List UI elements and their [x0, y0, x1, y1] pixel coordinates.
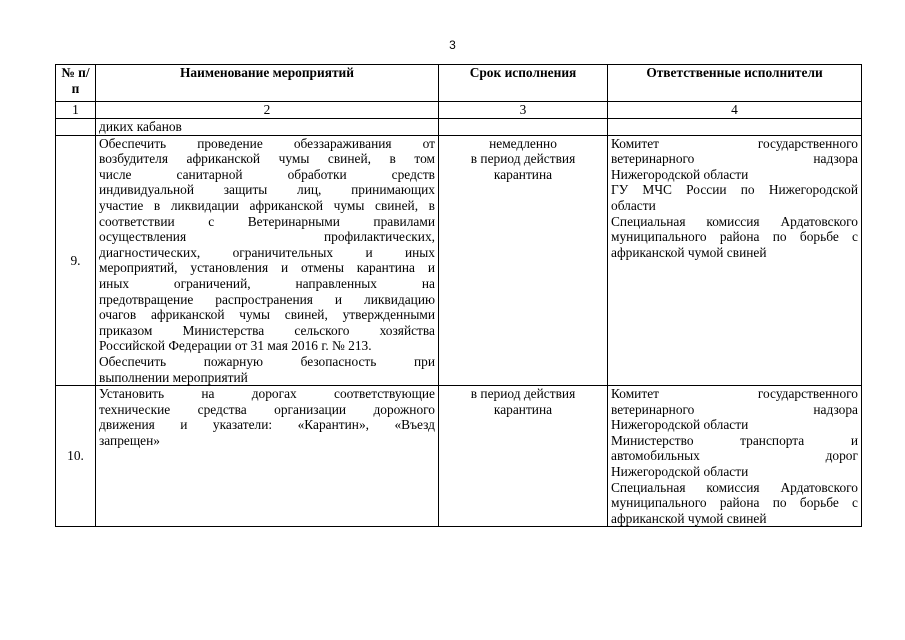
cell-line: муниципального района по борьбе с [611, 495, 858, 511]
cell-line: диагностических, ограничительных и иных [99, 244, 435, 260]
cell-line: африканской чумой свиней [611, 510, 767, 526]
cell-line: автомобильных дорог [611, 448, 858, 464]
continuation-row [56, 119, 862, 136]
cell-line: африканской чумой свиней [611, 244, 767, 260]
cell-line: немедленно [489, 135, 557, 151]
index-cell: 1 [56, 102, 96, 119]
cell-line: предотвращение распространения и ликвидацию [99, 291, 435, 307]
cell-line: Обеспечить пожарную безопасность при [99, 353, 435, 369]
cell-line: очагов африканской чумы свиней, утвержденными [99, 307, 435, 323]
measure-cell [96, 135, 439, 386]
cell-line: в период действия [470, 151, 576, 167]
cell-line: Обеспечить проведение обеззараживания от [99, 135, 435, 151]
cell-line: карантина [493, 166, 553, 182]
empty-cell [439, 119, 608, 136]
cell-line: числе санитарной обработки средств [99, 166, 435, 182]
cell-line: Министерство транспорта и [611, 432, 858, 448]
cell-line: осуществления профилактических, [99, 229, 435, 245]
cell-line: Специальная комиссия Ардатовского [611, 479, 858, 495]
cell-line: области [611, 197, 656, 213]
cell-line: запрещен» [99, 432, 160, 448]
measure-cell [96, 386, 439, 527]
cell-line: движения и указатели: «Карантин», «Въезд [99, 417, 435, 433]
header-term: Срок исполнения [439, 65, 608, 102]
empty-cell [56, 119, 96, 136]
header-num: № п/п [56, 65, 96, 102]
cell-line: технические средства организации дорожного [99, 401, 435, 417]
page-number: 3 [449, 38, 456, 52]
cell-line: Нижегородской области [611, 464, 749, 480]
index-cell: 4 [608, 102, 862, 119]
cell-line: участие в ликвидации африканской чумы свиней, в [99, 197, 435, 213]
cell-line: возбудителя африканской чумы свиней, в том [99, 151, 435, 167]
header-name: Наименование мероприятий [96, 65, 439, 102]
continuation-text: диких кабанов [96, 119, 439, 136]
index-cell: 2 [96, 102, 439, 119]
responsible-cell [608, 135, 862, 386]
row-number: 10. [56, 386, 96, 527]
cell-line: карантина [493, 401, 553, 417]
empty-cell [608, 119, 862, 136]
cell-line: ветеринарного надзора [611, 151, 858, 167]
cell-line: иных ограничений, направленных на [99, 275, 435, 291]
responsible-cell [608, 386, 862, 527]
cell-line: Нижегородской области [611, 417, 749, 433]
row-number: 9. [56, 135, 96, 386]
cell-line: Нижегородской области [611, 166, 749, 182]
cell-line: соответствии с Ветеринарными правилами [99, 213, 435, 229]
cell-line: ветеринарного надзора [611, 401, 858, 417]
header-responsible: Ответственные исполнители [608, 65, 862, 102]
cell-line: индивидуальной защиты лиц, принимающих [99, 182, 435, 198]
measures-table [55, 64, 862, 527]
cell-line: приказом Министерства сельского хозяйства [99, 322, 435, 338]
index-cell: 3 [439, 102, 608, 119]
table-row [56, 135, 862, 386]
cell-line: Комитет государственного [611, 135, 858, 151]
cell-line: Установить на дорогах соответствующие [99, 386, 435, 402]
column-index-row [56, 102, 862, 119]
cell-line: ГУ МЧС России по Нижегородской [611, 182, 858, 198]
cell-line: Специальная комиссия Ардатовского [611, 213, 858, 229]
term-cell [439, 135, 608, 386]
term-cell [439, 386, 608, 527]
cell-line: выполнении мероприятий [99, 369, 248, 385]
cell-line: Российской Федерации от 31 мая 2016 г. № 213. [99, 338, 372, 354]
cell-line: Комитет государственного [611, 386, 858, 402]
header-row [56, 65, 862, 102]
cell-line: мероприятий, установления и отмены карантина и [99, 260, 435, 276]
cell-line: в период действия [470, 386, 576, 402]
cell-line: муниципального района по борьбе с [611, 229, 858, 245]
table-row [56, 386, 862, 527]
